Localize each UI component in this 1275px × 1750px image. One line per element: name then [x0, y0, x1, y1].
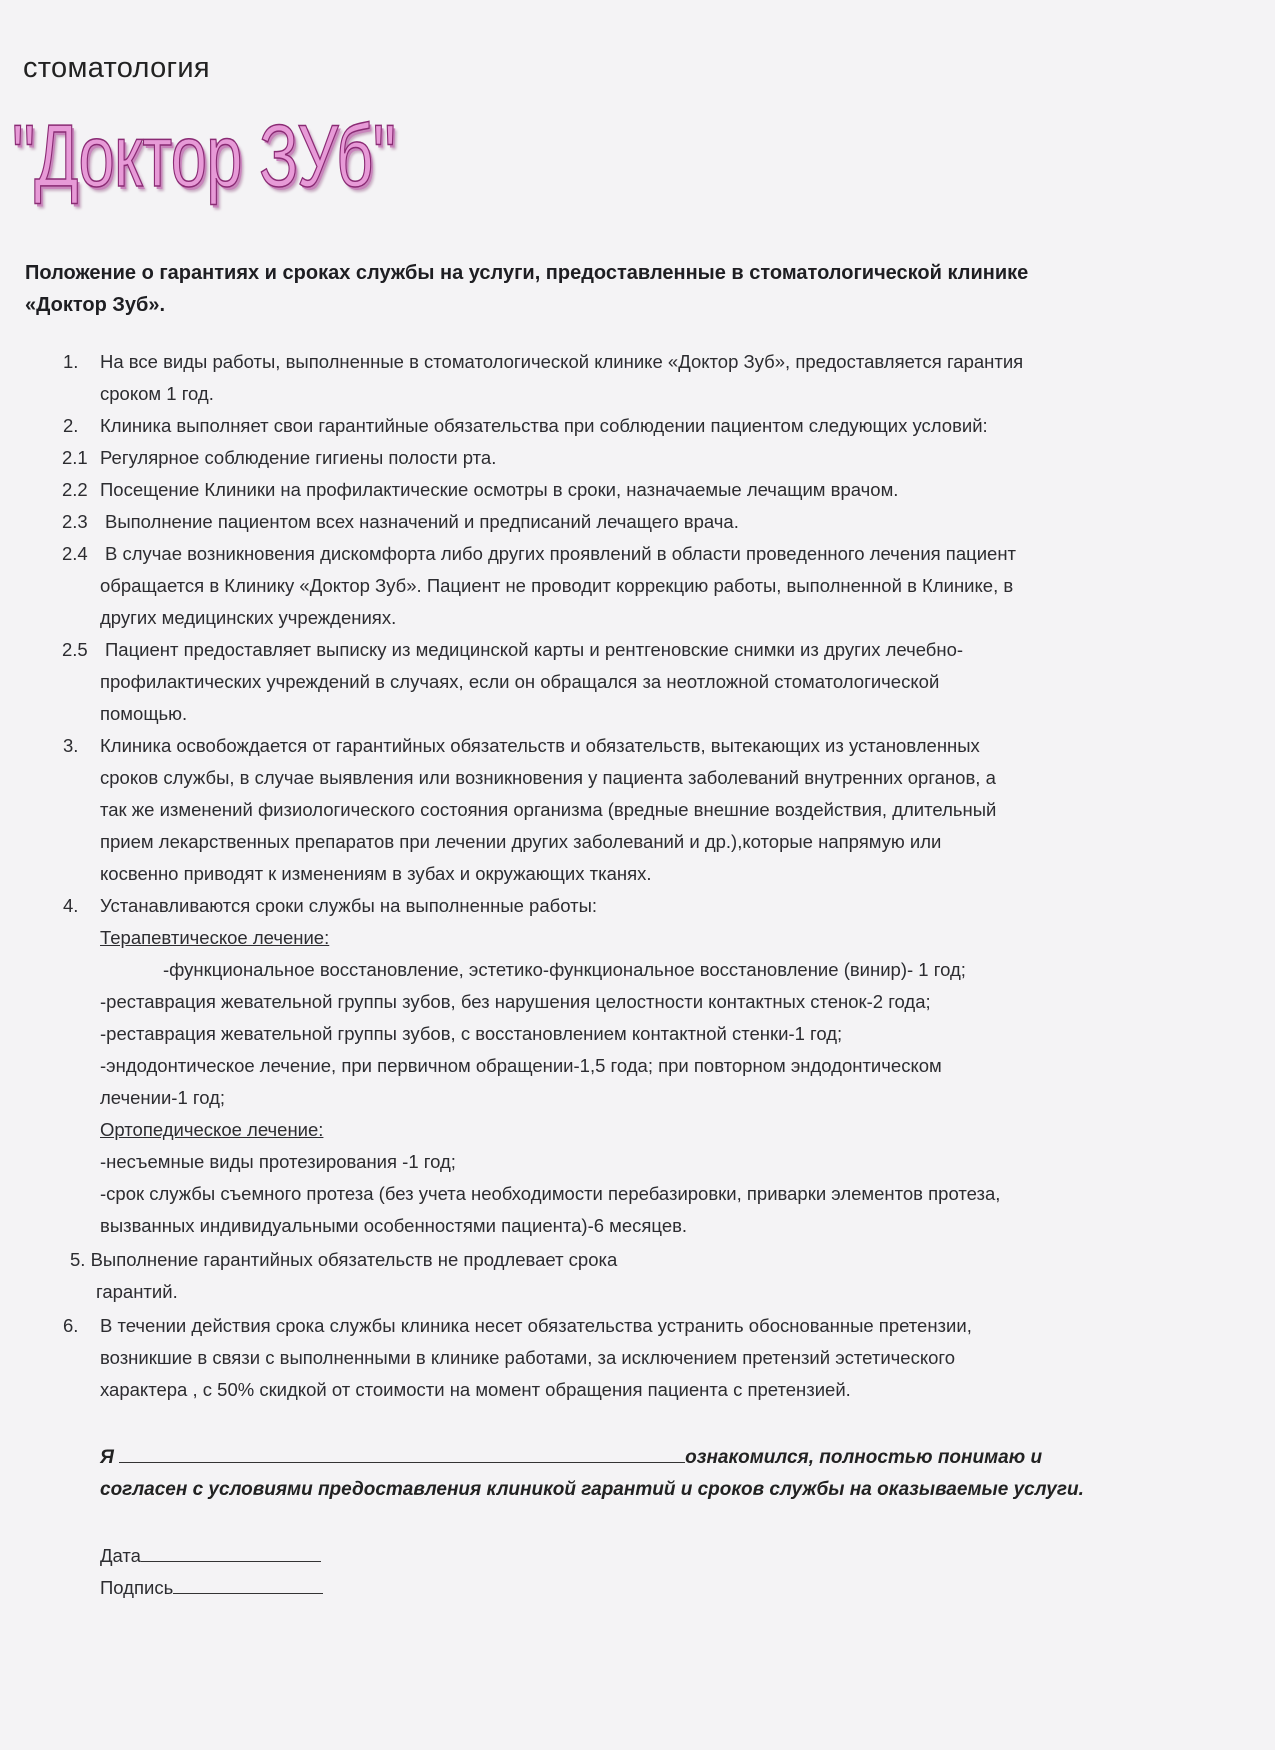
- ortho-subheading: Ортопедическое лечение:: [100, 1119, 324, 1140]
- item-text: сроков службы, в случае выявления или возникновения у пациента заболеваний внутренних органов, а: [100, 767, 996, 788]
- date-field: [100, 1540, 321, 1572]
- item-text: косвенно приводят к изменениям в зубах и окружающих тканях.: [100, 863, 652, 884]
- item-number: 2.3: [62, 511, 88, 532]
- date-blank[interactable]: [141, 1543, 321, 1562]
- ack-prefix: Я: [100, 1447, 114, 1468]
- term-line: -реставрация жевательной группы зубов, без нарушения целостности контактных стенок-2 года;: [100, 991, 931, 1012]
- acknowledgement-line-1: [100, 1442, 1042, 1474]
- item-text: возникшие в связи с выполненными в клинике работами, за исключением претензий эстетического: [100, 1347, 956, 1368]
- clinic-logo: "Доктор ЗУб": [12, 106, 396, 205]
- term-line: -несъемные виды протезирования -1 год;: [100, 1151, 456, 1172]
- item-text: прием лекарственных препаратов при лечении других заболеваний и др.),которые напрямую или: [100, 831, 942, 852]
- name-blank[interactable]: [119, 1444, 685, 1463]
- item-number: 3.: [63, 735, 79, 756]
- item-text: обращается в Клинику «Доктор Зуб». Пациент не проводит коррекцию работы, выполненной в Клинике, в: [100, 575, 1014, 596]
- item-number: 4.: [63, 895, 79, 916]
- item-text: Регулярное соблюдение гигиены полости рта.: [100, 447, 497, 468]
- item-number: 2.4: [62, 543, 88, 564]
- signature-field: [100, 1572, 323, 1604]
- item-text: Пациент предоставляет выписку из медицинской карты и рентгеновские снимки из других лечебно-: [105, 639, 964, 660]
- item-number: 6.: [63, 1315, 79, 1336]
- term-line: -срок службы съемного протеза (без учета необходимости перебазировки, приварки элементов протеза,: [100, 1183, 1001, 1204]
- item-text: Выполнение пациентом всех назначений и предписаний лечащего врача.: [105, 511, 739, 532]
- term-line: -реставрация жевательной группы зубов, с восстановлением контактной стенки-1 год;: [100, 1023, 843, 1044]
- clinic-subtitle: стоматология: [23, 52, 210, 84]
- item-text: так же изменений физиологического состояния организма (вредные внешние воздействия, длительный: [100, 799, 997, 820]
- term-line: -функциональное восстановление, эстетико-функциональное восстановление (винир)- 1 год;: [163, 959, 966, 980]
- item-number: 2.5: [62, 639, 88, 660]
- date-label: Дата: [100, 1545, 141, 1566]
- item-number: 2.: [63, 415, 79, 436]
- term-line: лечении-1 год;: [100, 1087, 226, 1108]
- item-text: На все виды работы, выполненные в стоматологической клинике «Доктор Зуб», предоставляется гарантия: [100, 351, 1024, 372]
- heading-line-2: «Доктор Зуб».: [25, 294, 166, 316]
- item-text: Клиника освобождается от гарантийных обязательств и обязательств, вытекающих из установленных: [100, 735, 980, 756]
- item-number: 2.2: [62, 479, 88, 500]
- term-line: вызванных индивидуальными особенностями пациента)-6 месяцев.: [100, 1215, 688, 1236]
- item-text: Клиника выполняет свои гарантийные обязательства при соблюдении пациентом следующих условий:: [100, 415, 988, 436]
- term-line: -эндодонтическое лечение, при первичном обращении-1,5 года; при повторном эндодонтическом: [100, 1055, 942, 1076]
- therapy-subheading: Терапевтическое лечение:: [100, 927, 330, 948]
- signature-blank[interactable]: [173, 1575, 323, 1594]
- item-text: помощью.: [100, 703, 188, 724]
- signature-label: Подпись: [100, 1577, 174, 1598]
- heading-line-1: Положение о гарантиях и сроках службы на услуги, предоставленные в стоматологической клинике: [25, 262, 1029, 284]
- ack-suffix: ознакомился, полностью понимаю и: [685, 1447, 1043, 1468]
- item-text: сроком 1 год.: [100, 383, 214, 404]
- item-text: гарантий.: [96, 1281, 178, 1302]
- item-text: других медицинских учреждениях.: [100, 607, 397, 628]
- document-heading: [25, 257, 1225, 321]
- item-text: профилактических учреждений в случаях, если он обращался за неотложной стоматологической: [100, 671, 940, 692]
- item-text: Посещение Клиники на профилактические осмотры в сроки, назначаемые лечащим врачом.: [100, 479, 899, 500]
- acknowledgement-line-2: согласен с условиями предоставления клиникой гарантий и сроков службы на оказываемые услуги.: [100, 1479, 1084, 1500]
- item-text: В случае возникновения дискомфорта либо других проявлений в области проведенного лечения пациент: [105, 543, 1017, 564]
- item-text: В течении действия срока службы клиника несет обязательства устранить обоснованные претензии,: [100, 1315, 972, 1336]
- item-text: 5. Выполнение гарантийных обязательств не продлевает срока: [70, 1249, 618, 1270]
- item-text: характера , с 50% скидкой от стоимости на момент обращения пациента с претензией.: [100, 1379, 851, 1400]
- item-number: 1.: [63, 351, 79, 372]
- item-text: Устанавливаются сроки службы на выполненные работы:: [100, 895, 598, 916]
- item-number: 2.1: [62, 447, 88, 468]
